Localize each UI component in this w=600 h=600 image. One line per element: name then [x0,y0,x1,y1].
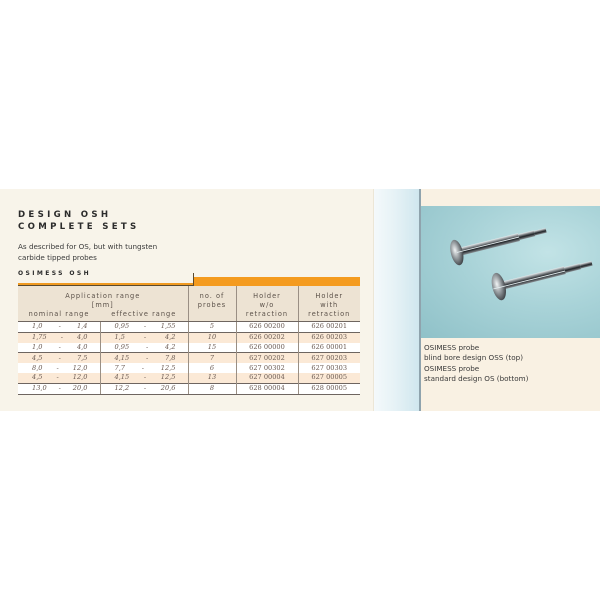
holder-with-cell: 626 00201 [298,322,360,333]
header-unit: [mm] [18,301,188,310]
header-holder-with-3: retraction [298,310,360,322]
holder-wo-cell: 626 00000 [236,343,298,353]
nominal-range-cell: 1,0 - 4,0 [18,343,100,353]
product-info-panel [0,189,373,411]
header-probes-1: no. of [188,286,236,301]
table-row [18,343,360,353]
holder-wo-cell: 626 00200 [236,322,298,333]
nominal-range-cell: 8,0 - 12,0 [18,363,100,373]
holder-wo-cell: 627 00302 [236,363,298,373]
holder-with-cell: 626 00001 [298,343,360,353]
holder-wo-cell: 628 00004 [236,383,298,394]
table-row [18,353,360,363]
table-row [18,383,360,394]
table-row [18,332,360,342]
effective-range-cell: 1,5 - 4,2 [100,332,188,342]
decorative-blue-strip [373,189,420,411]
description-line-2: carbide tipped probes [18,253,97,262]
header-probes-2: probes [188,301,236,310]
holder-wo-cell: 627 00004 [236,373,298,383]
probe-sets-table [18,286,360,395]
holder-with-cell: 627 00303 [298,363,360,373]
holder-with-cell: 627 00005 [298,373,360,383]
effective-range-cell: 12,2 - 20,6 [100,383,188,394]
holder-wo-cell: 626 00202 [236,332,298,342]
holder-with-cell: 626 00203 [298,332,360,342]
probes-illustration [421,206,600,338]
nominal-range-cell: 13,0 - 20,0 [18,383,100,394]
title-line-2: COMPLETE SETS [18,222,140,232]
header-application-range: Application range [18,286,188,301]
table-row [18,322,360,333]
probes-cell: 15 [188,343,236,353]
header-holder-wo-2: w/o [236,301,298,310]
orange-rule-right [194,277,360,286]
nominal-range-cell: 4,5 - 7,5 [18,353,100,363]
probes-cell: 10 [188,332,236,342]
holder-with-cell: 627 00203 [298,353,360,363]
product-description [18,241,157,263]
caption-line-4: standard design OS (bottom) [424,374,529,384]
header-holder-with-2: with [298,301,360,310]
holder-with-cell: 628 00005 [298,383,360,394]
header-holder-wo-3: retraction [236,310,298,322]
title-line-1: DESIGN OSH [18,210,112,220]
nominal-range-cell: 4,5 - 12,0 [18,373,100,383]
catalog-page [0,189,600,411]
probes-cell: 7 [188,353,236,363]
header-holder-with-1: Holder [298,286,360,301]
header-effective-range: effective range [100,310,188,322]
nominal-range-cell: 1,0 - 1,4 [18,322,100,333]
probes-cell: 5 [188,322,236,333]
probes-cell: 13 [188,373,236,383]
nominal-range-cell: 1,75 - 4,0 [18,332,100,342]
probe-photo [421,206,600,338]
caption-line-3: OSIMESS probe [424,363,480,373]
section-title [18,209,140,233]
effective-range-cell: 4,15 - 12,5 [100,373,188,383]
header-nominal-range: nominal range [18,310,100,322]
product-photo-panel [419,189,600,411]
caption-line-1: OSIMESS probe [424,343,480,352]
description-line-1: As described for OS, but with tungsten [18,242,158,251]
probes-cell: 6 [188,363,236,373]
table-row [18,373,360,383]
holder-wo-cell: 627 00202 [236,353,298,363]
photo-caption [424,343,528,385]
header-probes-3 [188,310,236,322]
header-holder-wo-1: Holder [236,286,298,301]
caption-line-2: blind bore design OSS (top) [424,353,524,363]
table-label: OSIMESS OSH [18,270,92,277]
probes-cell: 8 [188,383,236,394]
table-row [18,363,360,373]
effective-range-cell: 0,95 - 1,55 [100,322,188,333]
effective-range-cell: 0,95 - 4,2 [100,343,188,353]
effective-range-cell: 7,7 - 12,5 [100,363,188,373]
effective-range-cell: 4,15 - 7,8 [100,353,188,363]
